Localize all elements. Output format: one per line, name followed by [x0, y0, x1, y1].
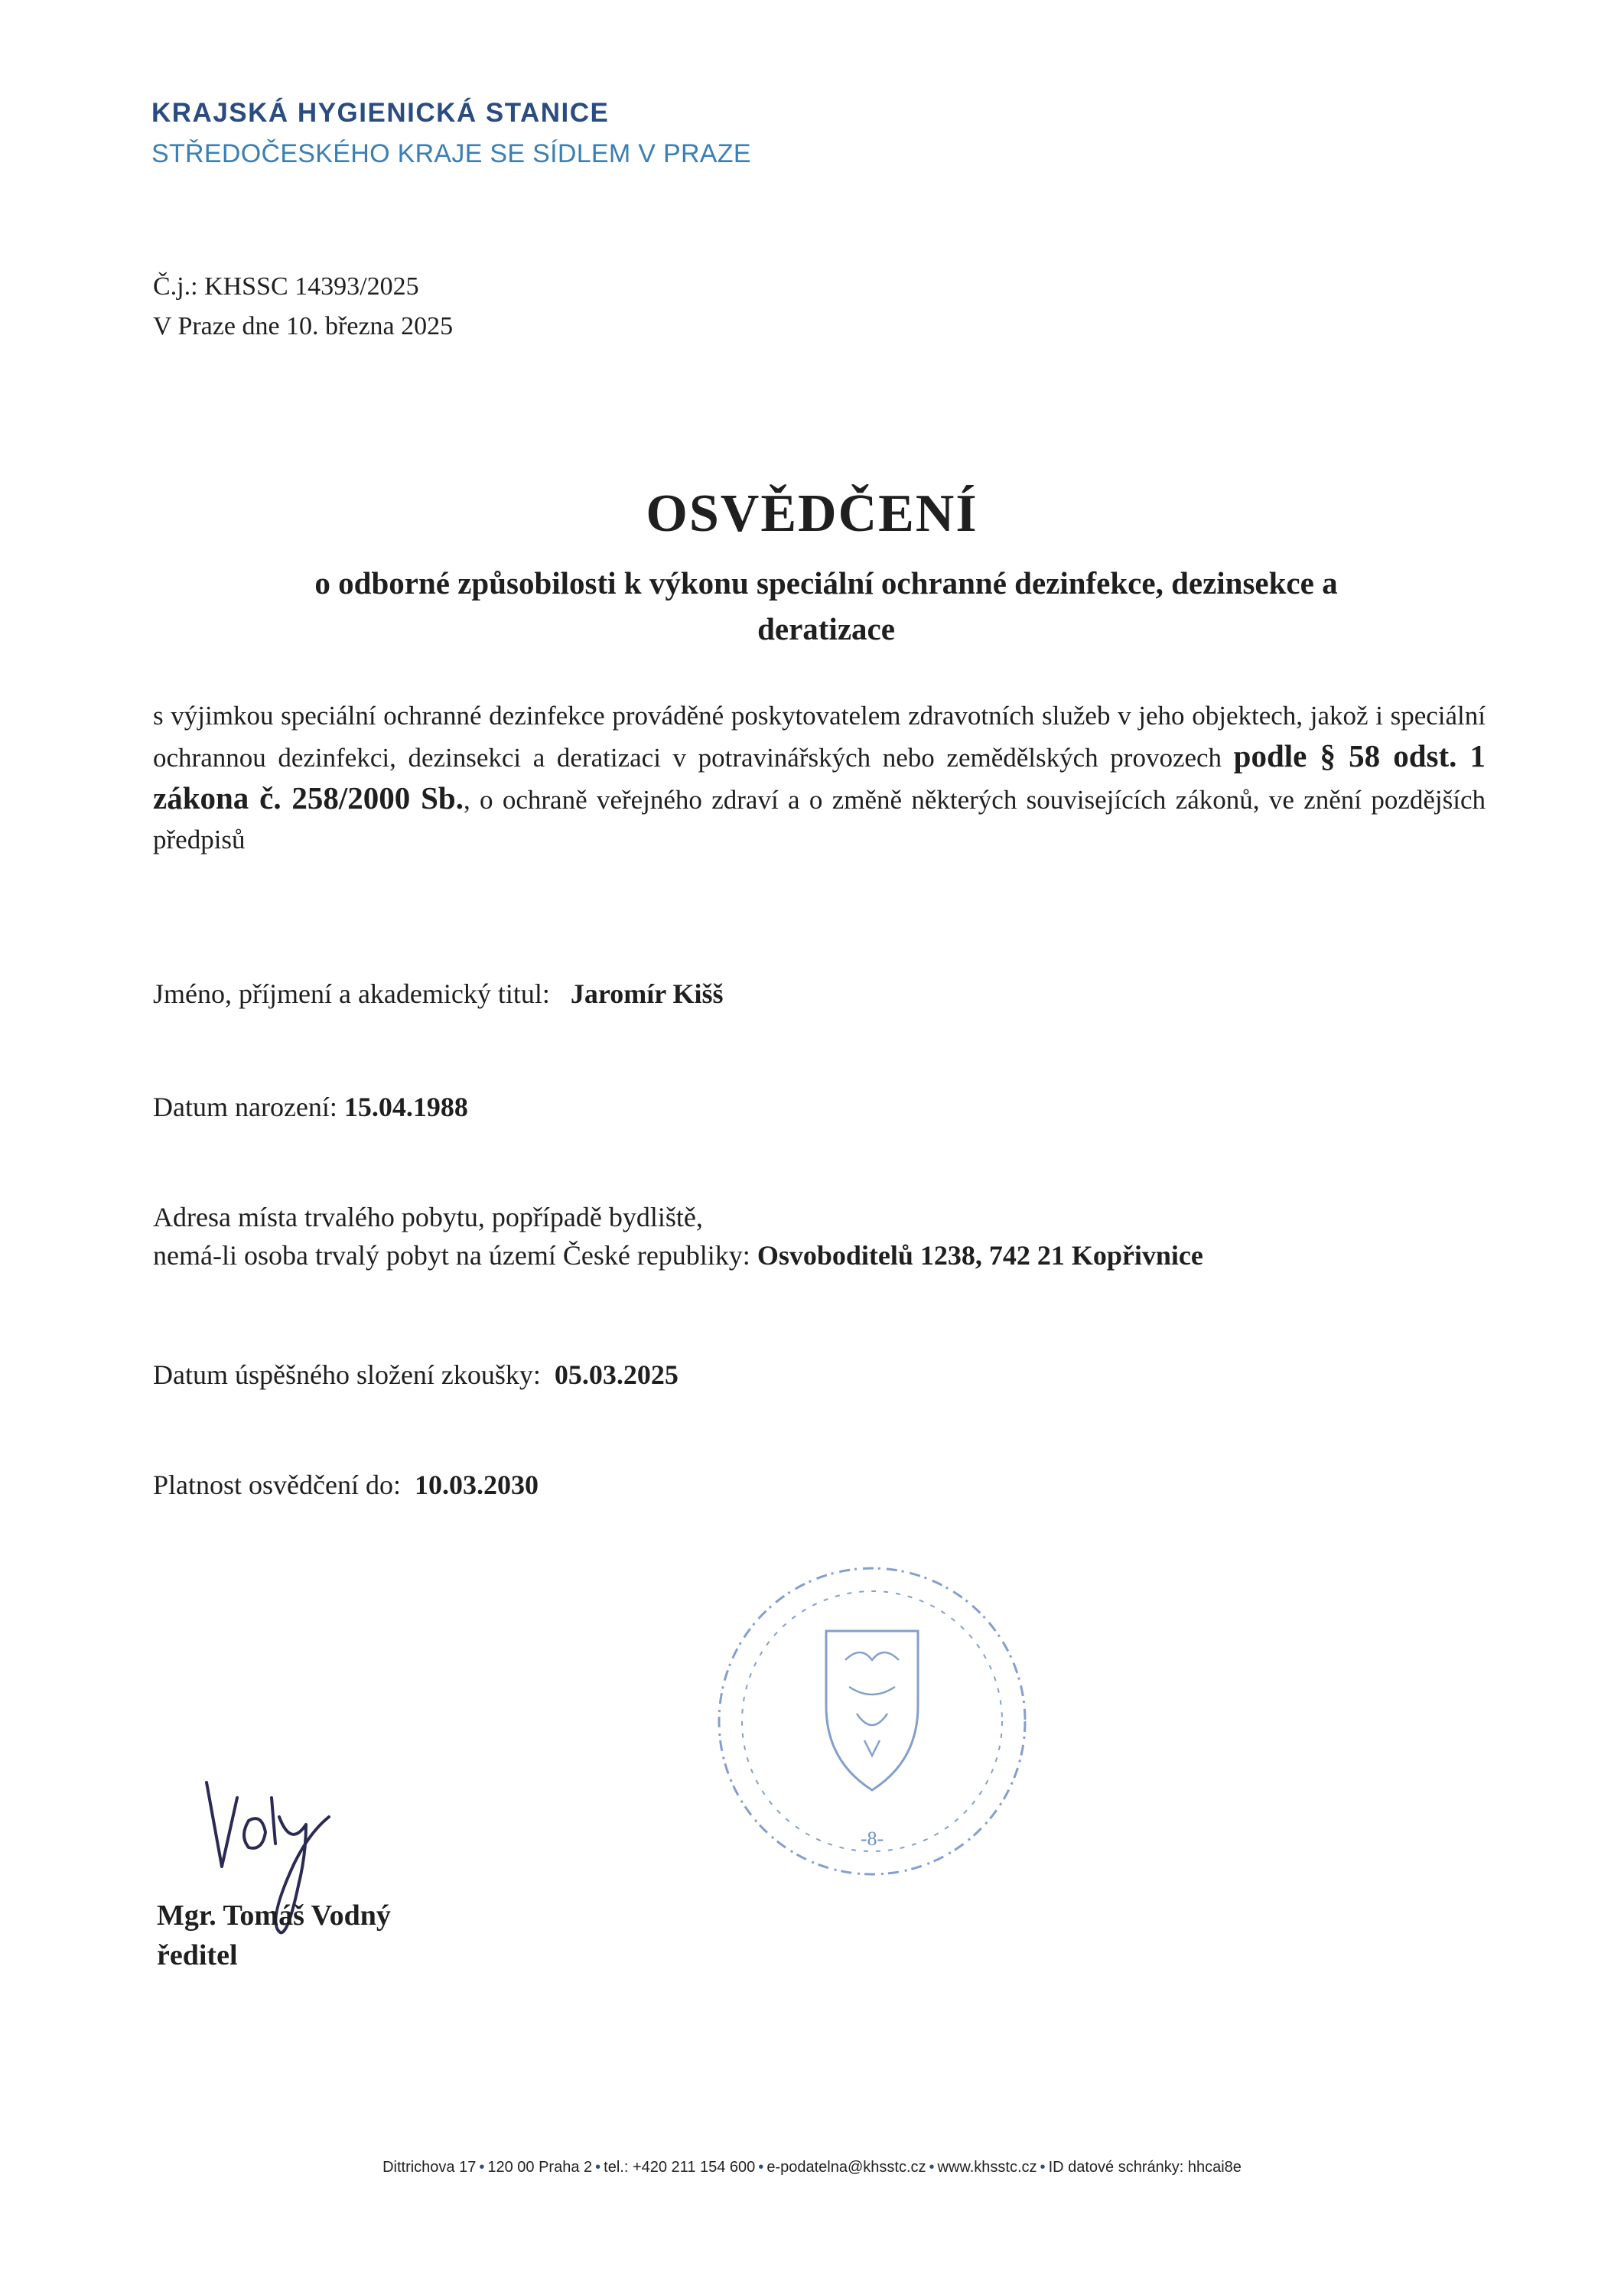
name-label: Jméno, příjmení a akademický titul:: [153, 978, 550, 1009]
birth-value: 15.04.1988: [343, 1092, 468, 1122]
address-row: [153, 1239, 1203, 1271]
name-row: [153, 978, 724, 1010]
official-stamp: [711, 1561, 1033, 1882]
address-label-line-1: Adresa místa trvalého pobytu, popřípadě bydliště,: [153, 1202, 703, 1232]
stamp-number: -8-: [860, 1828, 884, 1850]
birth-label: Datum narození:: [153, 1092, 337, 1122]
footer-contacts: Dittrichova 17 • 120 00 Praha 2 • tel.: +420 211 154 600 • e-podatelna@khsstc.cz • www.khsstc.cz • ID datové schránky: hhcai8e: [382, 2159, 1242, 2176]
scope-paragraph: [153, 696, 1486, 860]
footer-address: Dittrichova 17: [382, 2159, 477, 2176]
org-region: STŘEDOČESKÉHO KRAJE SE SÍDLEM V PRAZE: [151, 139, 751, 168]
footer-databox: ID datové schránky: hhcai8e: [1048, 2159, 1242, 2176]
scope-text-1: s výjimkou speciální ochranné dezinfekce prováděné poskytovatelem zdravotních služeb v jeho objektech, jakož i speciální ochrannou dezinfekci, dezinsekci a deratizaci v potravinářských nebo zemědělských provozech: [153, 701, 1486, 773]
reference-number: Č.j.: KHSSC 14393/2025: [153, 272, 419, 301]
validity-label: Platnost osvědčení do:: [153, 1470, 401, 1500]
org-name: KRAJSKÁ HYGIENICKÁ STANICE: [151, 98, 610, 128]
birth-row: [153, 1091, 468, 1123]
coat-of-arms-icon: [826, 1631, 918, 1790]
subtitle-line-1: o odborné způsobilosti k výkonu speciální ochranné dezinfekce, dezinsekce a: [314, 565, 1338, 601]
document-title: OSVĚDČENÍ: [646, 484, 978, 543]
exam-value: 05.03.2025: [554, 1359, 679, 1390]
address-value: Osvoboditelů 1238, 742 21 Kopřivnice: [757, 1240, 1203, 1271]
address-label-line-2: nemá-li osoba trvalý pobyt na území České republiky:: [153, 1240, 750, 1271]
document-subtitle: [176, 560, 1476, 652]
validity-row: [153, 1469, 539, 1501]
subtitle-line-2: deratizace: [757, 611, 895, 646]
place-date: V Praze dne 10. března 2025: [153, 312, 454, 340]
scope-text-2: , o ochraně veřejného zdraví a o změně některých souvisejících zákonů, ve znění pozdějších předpisů: [153, 785, 1486, 855]
exam-row: [153, 1359, 679, 1391]
footer-web[interactable]: www.khsstc.cz: [937, 2159, 1037, 2176]
name-value: Jaromír Kišš: [570, 978, 724, 1009]
footer-postal: 120 00 Praha 2: [487, 2159, 593, 2176]
exam-label: Datum úspěšného složení zkoušky:: [153, 1359, 541, 1390]
validity-value: 10.03.2030: [414, 1470, 539, 1500]
signatory-position: ředitel: [157, 1939, 238, 1971]
signatory-block: [157, 1896, 391, 1975]
footer-phone: tel.: +420 211 154 600: [604, 2159, 756, 2176]
signatory-name: Mgr. Tomáš Vodný: [157, 1899, 391, 1932]
footer-email[interactable]: e-podatelna@khsstc.cz: [766, 2159, 926, 2176]
legal-reference: podle § 58 odst. 1 zákona č. 258/2000 Sb.: [153, 738, 1486, 815]
